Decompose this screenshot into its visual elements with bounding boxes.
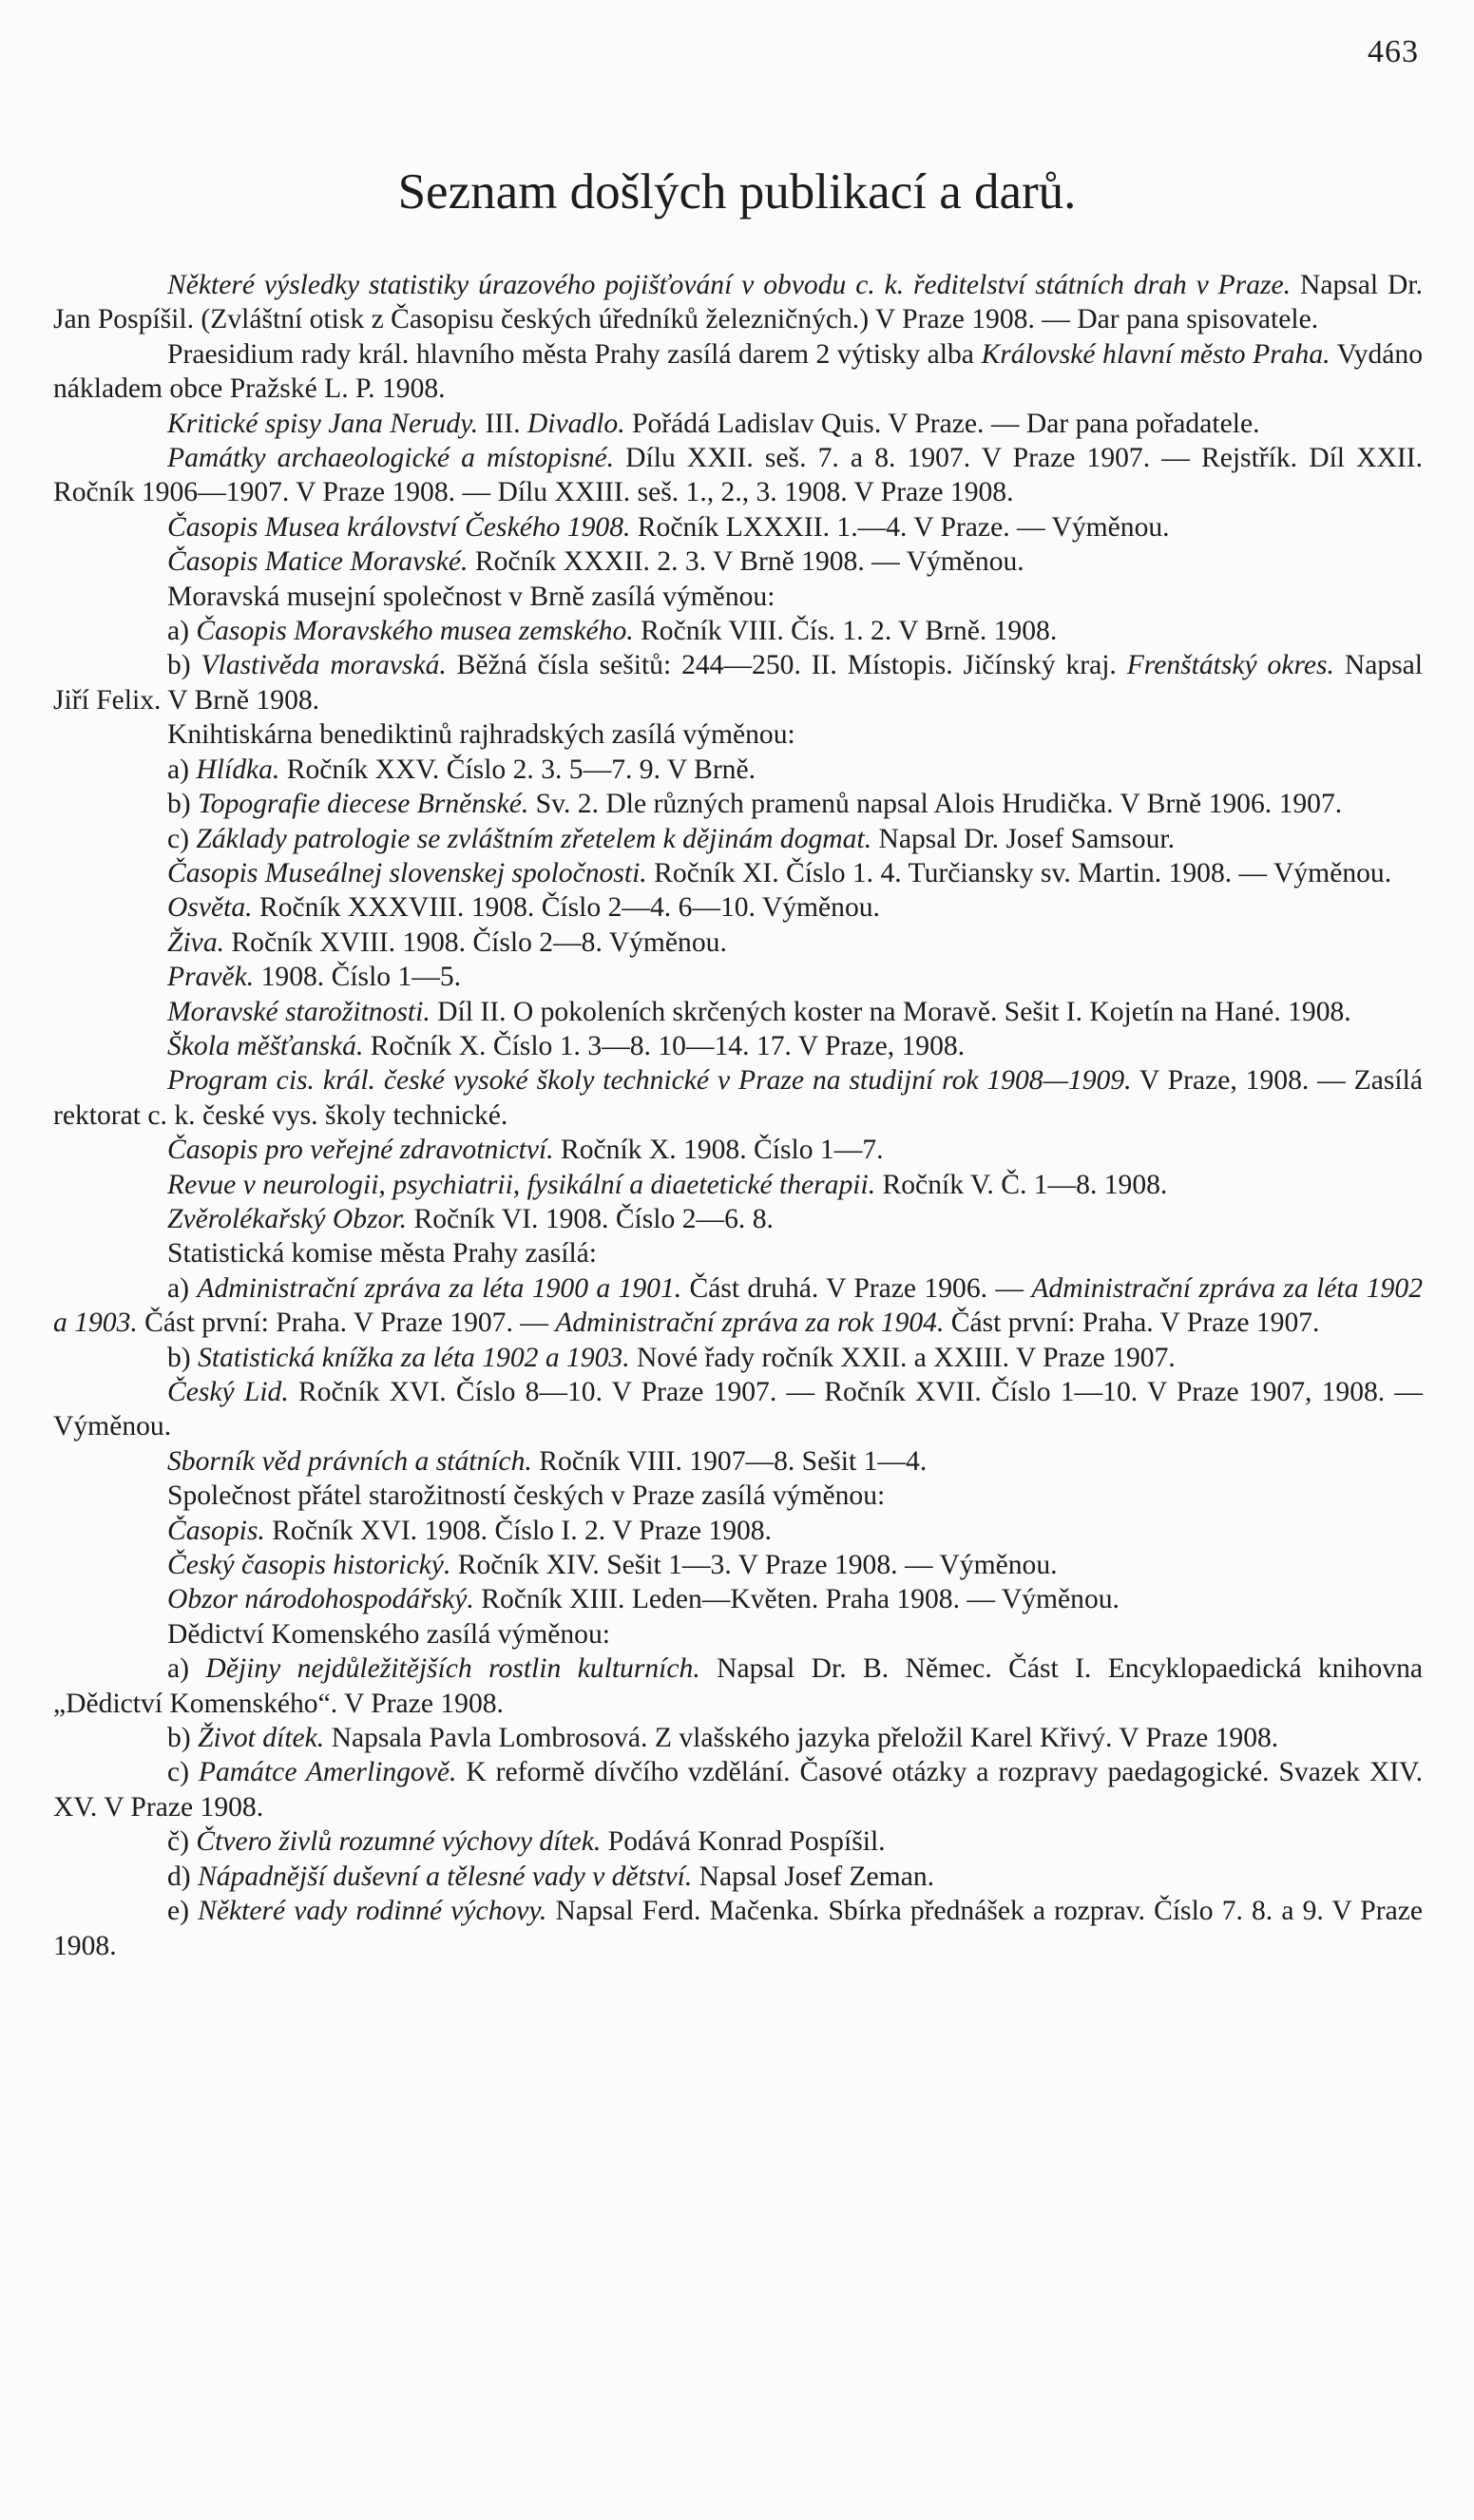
entry-text: Ročník VI. 1908. Číslo 2—6. 8.: [407, 1203, 774, 1234]
publication-entry: [53, 1202, 1423, 1236]
entry-title-text: Živa.: [167, 926, 225, 958]
entry-text: Ročník VIII. 1907—8. Sešit 1—4.: [531, 1445, 928, 1477]
entry-text: Část první: Praha. V Praze 1907.: [944, 1308, 1320, 1339]
entry-text: č): [167, 1826, 197, 1858]
publication-entry: [53, 614, 1423, 648]
publication-list: [53, 268, 1423, 1963]
entry-text: Ročník XXXII. 2. 3. V Brně 1908. — Výměnou.: [468, 546, 1024, 578]
entry-title-text: Kritické spisy Jana Nerudy.: [167, 408, 479, 439]
entry-title-text: Památce Amerlingově.: [198, 1757, 457, 1788]
entry-title-text: Časopis Museálnej slovenskej spoločnosti.: [167, 857, 647, 888]
publication-entry: [53, 960, 1423, 994]
entry-text: Napsal Dr. Josef Samsour.: [871, 823, 1176, 854]
entry-text: Společnost přátel starožitností českých v Praze zasílá výměnou:: [167, 1480, 886, 1512]
entry-text: Napsala Pavla Lombrosová. Z vlašského jazyka přeložil Karel Křivý. V Praze 1908.: [324, 1723, 1279, 1754]
publication-entry: [53, 1168, 1423, 1202]
entry-text: Část první: Praha. V Praze 1907. —: [137, 1308, 556, 1339]
entry-text: a): [167, 1272, 198, 1304]
entry-text: Statistická komise města Prahy zasílá:: [167, 1238, 598, 1270]
entry-text: Ročník XVI. 1908. Číslo I. 2. V Praze 1908.: [264, 1515, 773, 1546]
entry-title-text: Vlastivěda moravská.: [201, 650, 447, 681]
page-number: 463: [1368, 34, 1419, 69]
entry-title-text: Divadlo.: [526, 408, 625, 439]
entry-title-text: Zvěrolékařský Obzor.: [167, 1203, 408, 1234]
entry-text: c): [167, 823, 197, 854]
publication-entry: [53, 1271, 1423, 1341]
entry-title-text: Administrační zpráva za léta 1900 a 1901.: [197, 1272, 682, 1304]
publication-entry: [53, 1617, 1423, 1651]
entry-text: Nové řady ročník XXII. a XXIII. V Praze 1907.: [629, 1342, 1176, 1373]
entry-text: b): [167, 650, 201, 681]
publication-entry: [53, 995, 1423, 1029]
entry-text: Ročník XIV. Sešit 1—3. V Praze 1908. — Výměnou.: [450, 1550, 1058, 1581]
entry-text: Část druhá. V Praze 1906. —: [681, 1272, 1032, 1304]
entry-text: Běžná čísla sešitů: 244—250. II. Místopis. Jičínský kraj.: [446, 650, 1127, 681]
entry-title-text: Některé vady rodinné výchovy.: [198, 1896, 547, 1927]
entry-title-text: Administrační zpráva za rok 1904.: [555, 1308, 945, 1339]
entry-title-text: Topografie diecese Brněnské.: [198, 789, 529, 820]
publication-entry: [53, 648, 1423, 717]
entry-text: Ročník XVI. Číslo 8—10. V Praze 1907. — Ročník XVII. Číslo 1—10. V Praze 1907, 1908. — Výměnou.: [53, 1377, 1424, 1442]
entry-text: e): [167, 1896, 199, 1927]
entry-text: Napsal Dr. Jan Pospíšil. (Zvláštní otisk z Časopisu českých úředníků železničných.) V Praze 1908. — Dar pana spisovatele.: [53, 270, 1424, 335]
publication-entry: [53, 1029, 1423, 1063]
entry-text: b): [167, 1723, 199, 1754]
entry-title-text: Nápadnější duševní a tělesné vady v dětství.: [198, 1861, 693, 1892]
entry-text: Napsal Dr. B. Němec. Část I. Encyklopaedická knihovna „Dědictví Komenského“. V Praze 1908.: [53, 1653, 1423, 1719]
entry-title-text: Život dítek.: [198, 1723, 325, 1754]
entry-text: Ročník X. 1908. Číslo 1—7.: [553, 1135, 884, 1166]
entry-text: III.: [478, 408, 527, 439]
entry-text: a): [167, 1653, 206, 1685]
entry-text: Napsal Ferd. Mačenka. Sbírka přednášek a rozprav. Číslo 7. 8. a 9. V Praze 1908.: [53, 1896, 1424, 1961]
entry-text: 1908. Číslo 1—5.: [254, 962, 462, 993]
publication-entry: [53, 1651, 1423, 1721]
entry-title-text: Moravské starožitnosti.: [167, 996, 431, 1027]
entry-text: Sv. 2. Dle různých pramenů napsal Alois Hrudička. V Brně 1906. 1907.: [528, 789, 1343, 820]
publication-entry: [53, 580, 1423, 614]
entry-title-text: Frenštátský okres.: [1126, 650, 1334, 681]
entry-text: Ročník X. Číslo 1. 3—8. 10—14. 17. V Praze, 1908.: [363, 1030, 966, 1061]
entry-text: K reformě dívčího vzdělání. Časové otázky a rozpravy paedagogické. Svazek XIV. XV. V Praze 1908.: [53, 1757, 1423, 1823]
entry-title-text: Časopis pro veřejné zdravotnictví.: [167, 1135, 554, 1166]
entry-text: Podává Konrad Pospíšil.: [601, 1826, 886, 1858]
entry-text: Vydáno nákladem obce Pražské L. P. 1908.: [53, 338, 1424, 405]
publication-entry: [53, 1063, 1423, 1133]
entry-title-text: Administrační zpráva za léta 1902 a 1903.: [53, 1272, 1423, 1339]
entry-title-text: Základy patrologie se zvláštním zřetelem k dějinám dogmat.: [196, 823, 872, 854]
publication-entry: [53, 1755, 1423, 1824]
entry-title-text: Revue v neurologii, psychiatrii, fysikální a diaetetické therapii.: [167, 1169, 876, 1200]
publication-entry: [53, 1133, 1423, 1167]
entry-text: Pořádá Ladislav Quis. V Praze. — Dar pana pořadatele.: [624, 408, 1260, 439]
entry-text: b): [167, 1342, 199, 1373]
entry-title-text: Časopis Musea království Českého 1908.: [167, 511, 631, 543]
entry-title-text: Památky archaeologické a místopisné.: [167, 443, 615, 474]
publication-entry: [53, 822, 1423, 856]
entry-title-text: Český časopis historický.: [167, 1550, 451, 1581]
entry-text: Ročník XVIII. 1908. Číslo 2—8. Výměnou.: [224, 926, 727, 958]
publication-entry: [53, 1894, 1423, 1963]
entry-title-text: Časopis Moravského musea zemského.: [196, 616, 634, 647]
publication-entry: [53, 544, 1423, 579]
entry-text: Ročník V. Č. 1—8. 1908.: [875, 1169, 1168, 1200]
entry-text: Ročník XXXVIII. 1908. Číslo 2—4. 6—10. Výměnou.: [252, 892, 880, 924]
entry-title-text: Osvěta.: [167, 892, 253, 924]
entry-text: b): [167, 789, 199, 820]
entry-title-text: Časopis.: [167, 1515, 265, 1546]
entry-title-text: Čtvero živlů rozumné výchovy dítek.: [196, 1826, 602, 1858]
publication-entry: [53, 1548, 1423, 1582]
publication-entry: [53, 1236, 1423, 1270]
entry-text: c): [167, 1757, 199, 1788]
publication-entry: [53, 337, 1423, 407]
entry-text: Knihtiskárna benediktinů rajhradských zasílá výměnou:: [167, 719, 795, 751]
entry-text: Ročník LXXXII. 1.—4. V Praze. — Výměnou.: [630, 511, 1170, 543]
entry-title-text: Statistická knížka za léta 1902 a 1903.: [198, 1342, 630, 1373]
entry-title-text: Obzor národohospodářský.: [167, 1584, 474, 1615]
entry-title-text: Hlídka.: [196, 754, 280, 785]
publication-entry: [53, 1341, 1423, 1375]
publication-entry: [53, 510, 1423, 544]
entry-text: Napsal Josef Zeman.: [692, 1861, 935, 1892]
publication-entry: [53, 787, 1423, 821]
publication-entry: [53, 1860, 1423, 1894]
entry-text: Moravská musejní společnost v Brně zasílá výměnou:: [167, 581, 775, 612]
entry-text: Díl II. O pokoleních skrčených koster na Moravě. Sešit I. Kojetín na Hané. 1908.: [430, 996, 1351, 1027]
entry-title-text: Pravěk.: [167, 962, 255, 993]
publication-entry: [53, 441, 1423, 510]
entry-text: Dílu XXII. seš. 7. a 8. 1907. V Praze 1907. — Rejstřík. Díl XXII. Ročník 1906—1907. V Praze 1908. — Dílu XXIII. seš. 1., 2., 3. 1908. V Praze 1908.: [53, 443, 1423, 508]
entry-text: V Praze, 1908. — Zasílá rektorat c. k. české vys. školy technické.: [53, 1065, 1423, 1131]
publication-entry: [53, 856, 1423, 890]
entry-title-text: Český Lid.: [167, 1377, 289, 1407]
publication-entry: [53, 1824, 1423, 1859]
entry-title-text: Časopis Matice Moravské.: [167, 546, 469, 578]
entry-text: Napsal Jiří Felix. V Brně 1908.: [53, 650, 1423, 716]
publication-entry: [53, 926, 1423, 960]
publication-entry: [53, 717, 1423, 752]
publication-entry: [53, 268, 1423, 337]
publication-entry: [53, 1375, 1423, 1444]
entry-title-text: Sborník věd právních a státních.: [167, 1445, 532, 1477]
entry-text: Praesidium rady král. hlavního města Prahy zasílá darem 2 výtisky alba: [167, 338, 982, 370]
entry-text: Ročník VIII. Čís. 1. 2. V Brně. 1908.: [633, 616, 1058, 647]
publication-entry: [53, 890, 1423, 925]
entry-text: a): [167, 616, 197, 647]
publication-entry: [53, 1721, 1423, 1755]
entry-text: Ročník XXV. Číslo 2. 3. 5—7. 9. V Brně.: [279, 754, 756, 785]
entry-title-text: Škola měšťanská.: [167, 1030, 364, 1061]
entry-title-text: Dějiny nejdůležitějších rostlin kulturních.: [205, 1653, 700, 1685]
entry-text: Dědictví Komenského zasílá výměnou:: [167, 1618, 610, 1650]
page-title: Seznam došlých publikací a darů.: [397, 164, 1077, 220]
entry-text: Ročník XI. Číslo 1. 4. Turčiansky sv. Martin. 1908. — Výměnou.: [646, 857, 1392, 888]
publication-entry: [53, 1444, 1423, 1479]
publication-entry: [53, 1582, 1423, 1616]
entry-text: a): [167, 754, 197, 785]
entry-title-text: Královské hlavní město Praha.: [981, 338, 1330, 370]
entry-text: Ročník XIII. Leden—Květen. Praha 1908. — Výměnou.: [473, 1584, 1120, 1615]
publication-entry: [53, 1514, 1423, 1548]
entry-title-text: Některé výsledky statistiky úrazového pojišťování v obvodu c. k. ředitelství státních drah v Praze.: [167, 270, 1292, 300]
publication-entry: [53, 1479, 1423, 1513]
entry-text: d): [167, 1861, 199, 1892]
publication-entry: [53, 407, 1423, 441]
entry-title-text: Program cis. král. české vysoké školy technické v Praze na studijní rok 1908—1909.: [167, 1065, 1132, 1097]
publication-entry: [53, 753, 1423, 787]
